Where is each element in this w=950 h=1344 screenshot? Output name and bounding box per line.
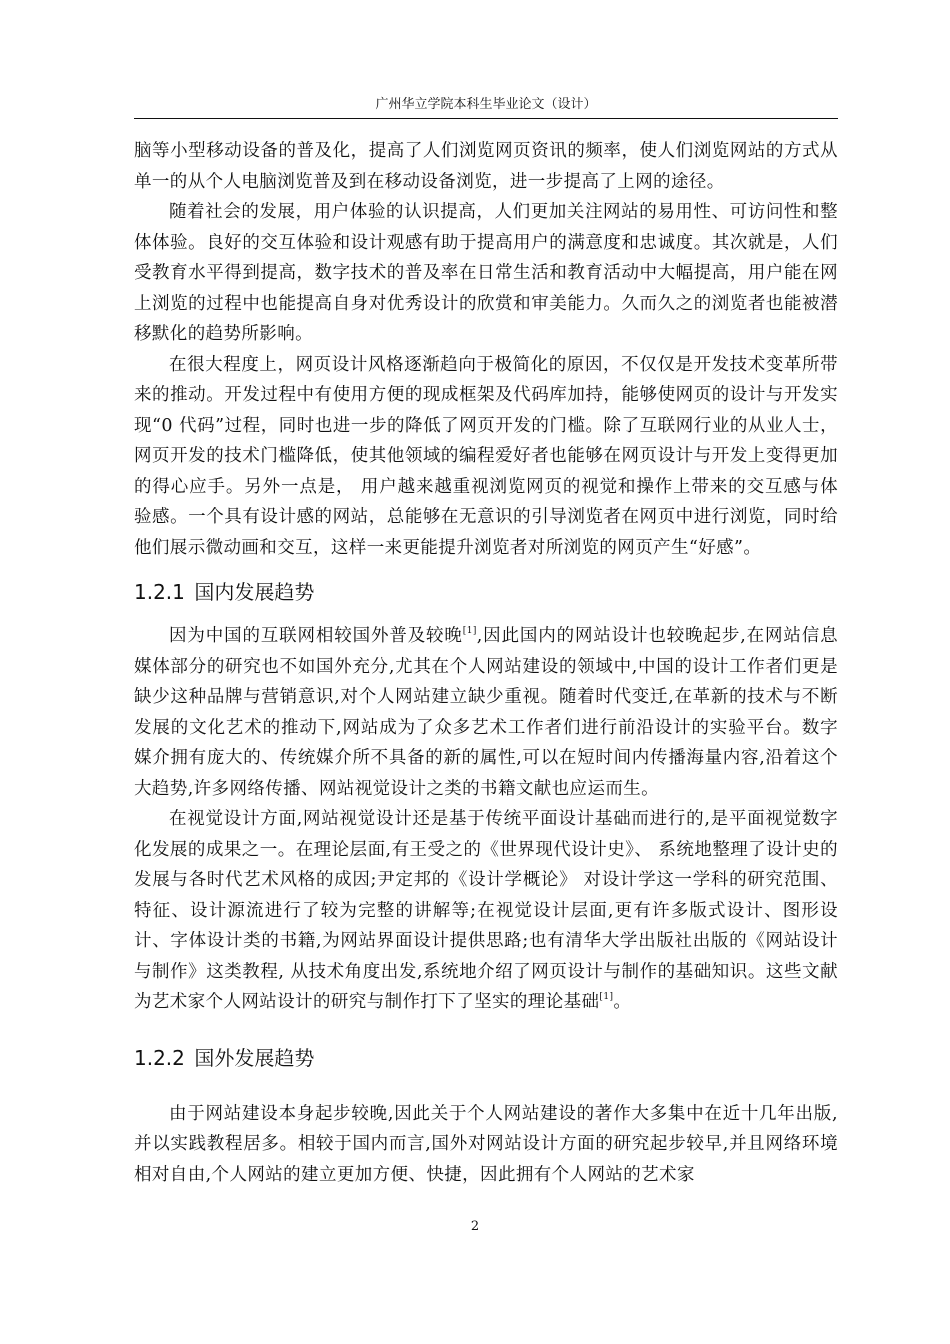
paragraph-continued: 脑等小型移动设备的普及化，提高了人们浏览网页资讯的频率，使人们浏览网站的方式从单一的从个人电脑浏览普及到在移动设备浏览，进一步提高了上网的途径。 bbox=[134, 141, 838, 192]
paragraph-text: 。 bbox=[613, 992, 632, 1012]
section-title: 国内发展趋势 bbox=[194, 580, 315, 604]
section-heading-1-2-1 bbox=[134, 577, 838, 607]
paragraph-text: 因为中国的互联网相较国外普及较晚 bbox=[169, 626, 463, 646]
paragraph-text: 在视觉设计方面,网站视觉设计还是基于传统平面设计基础而进行的,是平面视觉数字化发展的成果之一。在理论层面,有王受之的《世界现代设计史》、 系统地整理了设计史的发展与各时代艺术风格的成因;尹定邦的《设计学概论》 对设计学这一学科的研究范围、特征、设计源流进行了较为完整的讲解等;在视觉设计层面,更有许多版式设计、图形设计、字体设计类的书籍,为网站界面设计提供思路;也有清华大学出版社出版的《网站设计与制作》这类教程, 从技术角度出发,系统地介绍了网页设计与制作的基础知识。这些文献为艺术家个人网站设计的研究与制作打下了坚实的理论基础 bbox=[134, 809, 838, 1012]
running-header: 广州华立学院本科生毕业论文（设计） bbox=[375, 97, 597, 112]
paragraph: 由于网站建设本身起步较晚,因此关于个人网站建设的著作大多集中在近十几年出版,并以实践教程居多。相较于国内而言,国外对网站设计方面的研究起步较早,并且网络环境相对自由,个人网站的建立更加方便、快捷，因此拥有个人网站的艺术家 bbox=[134, 1103, 838, 1185]
paragraph: 随着社会的发展，用户体验的认识提高，人们更加关注网站的易用性、可访问性和整体体验。良好的交互体验和设计观感有助于提高用户的满意度和忠诚度。其次就是，人们受教育水平得到提高，数字技术的普及率在日常生活和教育活动中大幅提高，用户能在网上浏览的过程中也能提高自身对优秀设计的欣赏和审美能力。久而久之的浏览者也能被潜移默化的趋势所影响。 bbox=[134, 202, 838, 344]
paragraph-text: ,因此国内的网站设计也较晚起步,在网站信息媒体部分的研究也不如国外充分,尤其在个人网站建设的领域中,中国的设计工作者们更是缺少这种品牌与营销意识,对个人网站建立缺少重视。随着时代变迁,在革新的技术与不断发展的文化艺术的推动下,网站成为了众多艺术工作者们进行前沿设计的实验平台。数字媒介拥有庞大的、传统媒介所不具备的新的属性,可以在短时间内传播海量内容,沿着这个大趋势,许多网络传播、网站视觉设计之类的书籍文献也应运而生。 bbox=[134, 626, 838, 799]
section-number: 1.2.1 bbox=[134, 580, 185, 604]
page-number: 2 bbox=[470, 1219, 480, 1234]
paragraph bbox=[134, 621, 838, 804]
paragraph: 在很大程度上，网页设计风格逐渐趋向于极简化的原因，不仅仅是开发技术变革所带来的推动。开发过程中有使用方便的现成框架及代码库加持，能够使网页的设计与开发实现“0 代码”过程，同时也进一步的降低了网页开发的门槛。除了互联网行业的从业人士，网页开发的技术门槛降低，使其他领域的编程爱好者也能够在网页设计与开发上变得更加的得心应手。另外一点是， 用户越来越重视浏览网页的视觉和操作上带来的交互感与体验感。一个具有设计感的网站，总能够在无意识的引导浏览者在网页中进行浏览，同时给他们展示微动画和交互，这样一来更能提升浏览者对所浏览的网页产生“好感”。 bbox=[134, 354, 838, 558]
section-title: 国外发展趋势 bbox=[194, 1045, 315, 1070]
header-divider bbox=[134, 118, 838, 119]
section-heading-1-2-2 bbox=[134, 1043, 838, 1073]
citation-marker: [1] bbox=[462, 626, 477, 636]
section-number: 1.2.2 bbox=[134, 1045, 185, 1070]
page-body bbox=[134, 136, 838, 1190]
paragraph bbox=[134, 804, 838, 1018]
citation-marker: [1] bbox=[599, 992, 614, 1002]
